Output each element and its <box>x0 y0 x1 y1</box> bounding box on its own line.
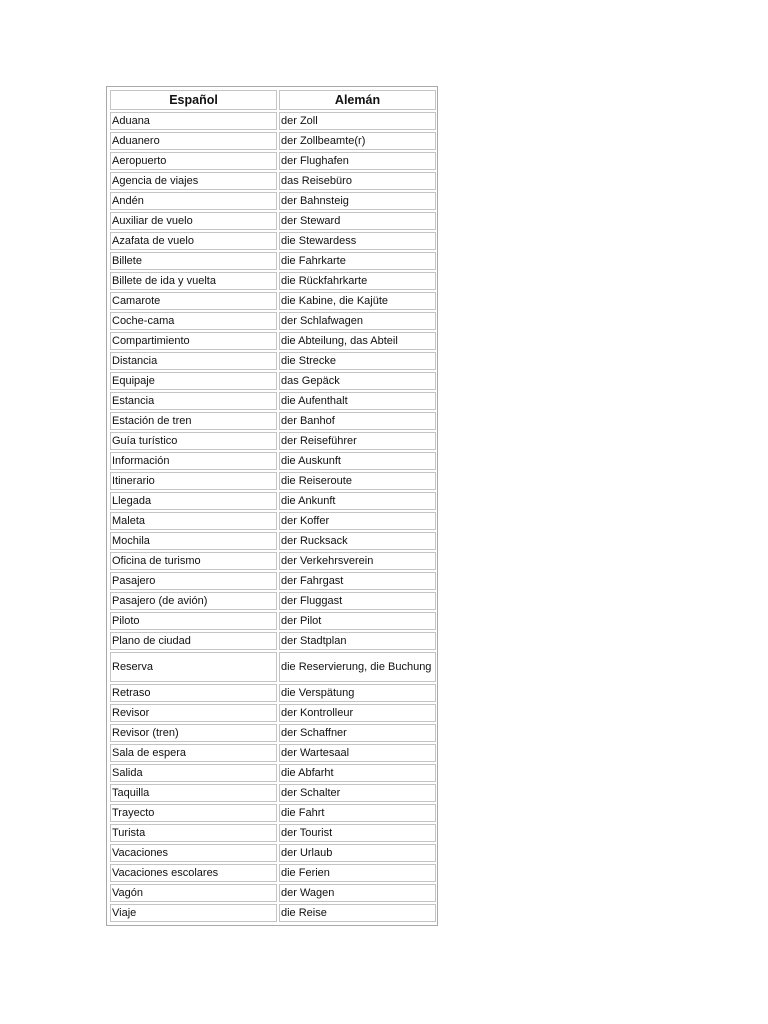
table-row <box>110 192 436 210</box>
cell-spanish: Revisor <box>110 704 277 722</box>
table-row <box>110 312 436 330</box>
table-row <box>110 592 436 610</box>
cell-spanish: Viaje <box>110 904 277 922</box>
cell-spanish: Vagón <box>110 884 277 902</box>
table-row <box>110 372 436 390</box>
cell-spanish: Camarote <box>110 292 277 310</box>
cell-german: der Stadtplan <box>279 632 436 650</box>
cell-spanish: Azafata de vuelo <box>110 232 277 250</box>
cell-spanish: Itinerario <box>110 472 277 490</box>
cell-german: der Bahnsteig <box>279 192 436 210</box>
table-row <box>110 492 436 510</box>
cell-spanish: Aeropuerto <box>110 152 277 170</box>
cell-spanish: Estación de tren <box>110 412 277 430</box>
table-row <box>110 532 436 550</box>
table-row <box>110 704 436 722</box>
table-row <box>110 884 436 902</box>
table-row <box>110 744 436 762</box>
cell-spanish: Trayecto <box>110 804 277 822</box>
cell-german: das Reisebüro <box>279 172 436 190</box>
cell-spanish: Aduanero <box>110 132 277 150</box>
cell-german: der Pilot <box>279 612 436 630</box>
cell-spanish: Pasajero <box>110 572 277 590</box>
cell-german: die Stewardess <box>279 232 436 250</box>
cell-spanish: Turista <box>110 824 277 842</box>
table-row <box>110 252 436 270</box>
table-row <box>110 784 436 802</box>
cell-spanish: Andén <box>110 192 277 210</box>
table-row <box>110 332 436 350</box>
cell-german: die Verspätung <box>279 684 436 702</box>
cell-german: die Reise <box>279 904 436 922</box>
table-row <box>110 684 436 702</box>
cell-spanish: Auxiliar de vuelo <box>110 212 277 230</box>
cell-german: die Strecke <box>279 352 436 370</box>
table-row <box>110 612 436 630</box>
cell-spanish: Vacaciones <box>110 844 277 862</box>
cell-spanish: Taquilla <box>110 784 277 802</box>
cell-german: die Fahrt <box>279 804 436 822</box>
cell-german: der Banhof <box>279 412 436 430</box>
cell-spanish: Retraso <box>110 684 277 702</box>
cell-german: der Wartesaal <box>279 744 436 762</box>
table-row <box>110 724 436 742</box>
cell-german: der Kontrolleur <box>279 704 436 722</box>
cell-german: die Ferien <box>279 864 436 882</box>
cell-spanish: Maleta <box>110 512 277 530</box>
cell-spanish: Mochila <box>110 532 277 550</box>
table-row <box>110 572 436 590</box>
header-row <box>110 90 436 110</box>
cell-spanish: Información <box>110 452 277 470</box>
cell-german: der Schlafwagen <box>279 312 436 330</box>
vocabulary-grid <box>108 88 438 924</box>
table-row <box>110 512 436 530</box>
cell-german: der Flughafen <box>279 152 436 170</box>
table-row <box>110 212 436 230</box>
vocabulary-table <box>106 86 438 926</box>
cell-german: die Auskunft <box>279 452 436 470</box>
cell-german: der Fluggast <box>279 592 436 610</box>
table-row <box>110 132 436 150</box>
table-row <box>110 652 436 682</box>
cell-spanish: Coche-cama <box>110 312 277 330</box>
table-row <box>110 764 436 782</box>
cell-spanish: Aduana <box>110 112 277 130</box>
cell-spanish: Compartimiento <box>110 332 277 350</box>
cell-spanish: Revisor (tren) <box>110 724 277 742</box>
cell-german: der Wagen <box>279 884 436 902</box>
table-body <box>110 112 436 922</box>
table-row <box>110 824 436 842</box>
cell-german: die Abfarht <box>279 764 436 782</box>
table-row <box>110 392 436 410</box>
table-row <box>110 552 436 570</box>
cell-german: der Verkehrsverein <box>279 552 436 570</box>
cell-spanish: Estancia <box>110 392 277 410</box>
cell-german: die Ankunft <box>279 492 436 510</box>
header-german: Alemán <box>279 90 436 110</box>
table-row <box>110 452 436 470</box>
cell-german: der Schaffner <box>279 724 436 742</box>
table-row <box>110 632 436 650</box>
cell-spanish: Salida <box>110 764 277 782</box>
cell-german: das Gepäck <box>279 372 436 390</box>
table-row <box>110 352 436 370</box>
cell-spanish: Reserva <box>110 652 277 682</box>
cell-german: die Reservierung, die Buchung <box>279 652 436 682</box>
table-row <box>110 232 436 250</box>
cell-spanish: Agencia de viajes <box>110 172 277 190</box>
cell-spanish: Plano de ciudad <box>110 632 277 650</box>
cell-german: der Urlaub <box>279 844 436 862</box>
table-row <box>110 272 436 290</box>
cell-spanish: Billete <box>110 252 277 270</box>
table-row <box>110 412 436 430</box>
table-row <box>110 152 436 170</box>
cell-german: der Steward <box>279 212 436 230</box>
cell-spanish: Llegada <box>110 492 277 510</box>
table-row <box>110 804 436 822</box>
cell-spanish: Sala de espera <box>110 744 277 762</box>
table-row <box>110 904 436 922</box>
table-row <box>110 864 436 882</box>
cell-german: der Schalter <box>279 784 436 802</box>
cell-spanish: Oficina de turismo <box>110 552 277 570</box>
table-row <box>110 844 436 862</box>
cell-german: der Reiseführer <box>279 432 436 450</box>
cell-german: die Abteilung, das Abteil <box>279 332 436 350</box>
table-row <box>110 112 436 130</box>
cell-german: die Fahrkarte <box>279 252 436 270</box>
cell-spanish: Vacaciones escolares <box>110 864 277 882</box>
cell-spanish: Pasajero (de avión) <box>110 592 277 610</box>
table-row <box>110 472 436 490</box>
cell-spanish: Distancia <box>110 352 277 370</box>
cell-german: die Aufenthalt <box>279 392 436 410</box>
cell-german: der Rucksack <box>279 532 436 550</box>
cell-spanish: Piloto <box>110 612 277 630</box>
cell-german: der Koffer <box>279 512 436 530</box>
table-row <box>110 172 436 190</box>
table-row <box>110 292 436 310</box>
cell-german: die Reiseroute <box>279 472 436 490</box>
cell-german: der Tourist <box>279 824 436 842</box>
cell-german: die Rückfahrkarte <box>279 272 436 290</box>
cell-german: die Kabine, die Kajüte <box>279 292 436 310</box>
cell-german: der Zoll <box>279 112 436 130</box>
cell-german: der Zollbeamte(r) <box>279 132 436 150</box>
table-row <box>110 432 436 450</box>
cell-spanish: Billete de ida y vuelta <box>110 272 277 290</box>
header-spanish: Español <box>110 90 277 110</box>
cell-spanish: Guía turístico <box>110 432 277 450</box>
cell-german: der Fahrgast <box>279 572 436 590</box>
cell-spanish: Equipaje <box>110 372 277 390</box>
